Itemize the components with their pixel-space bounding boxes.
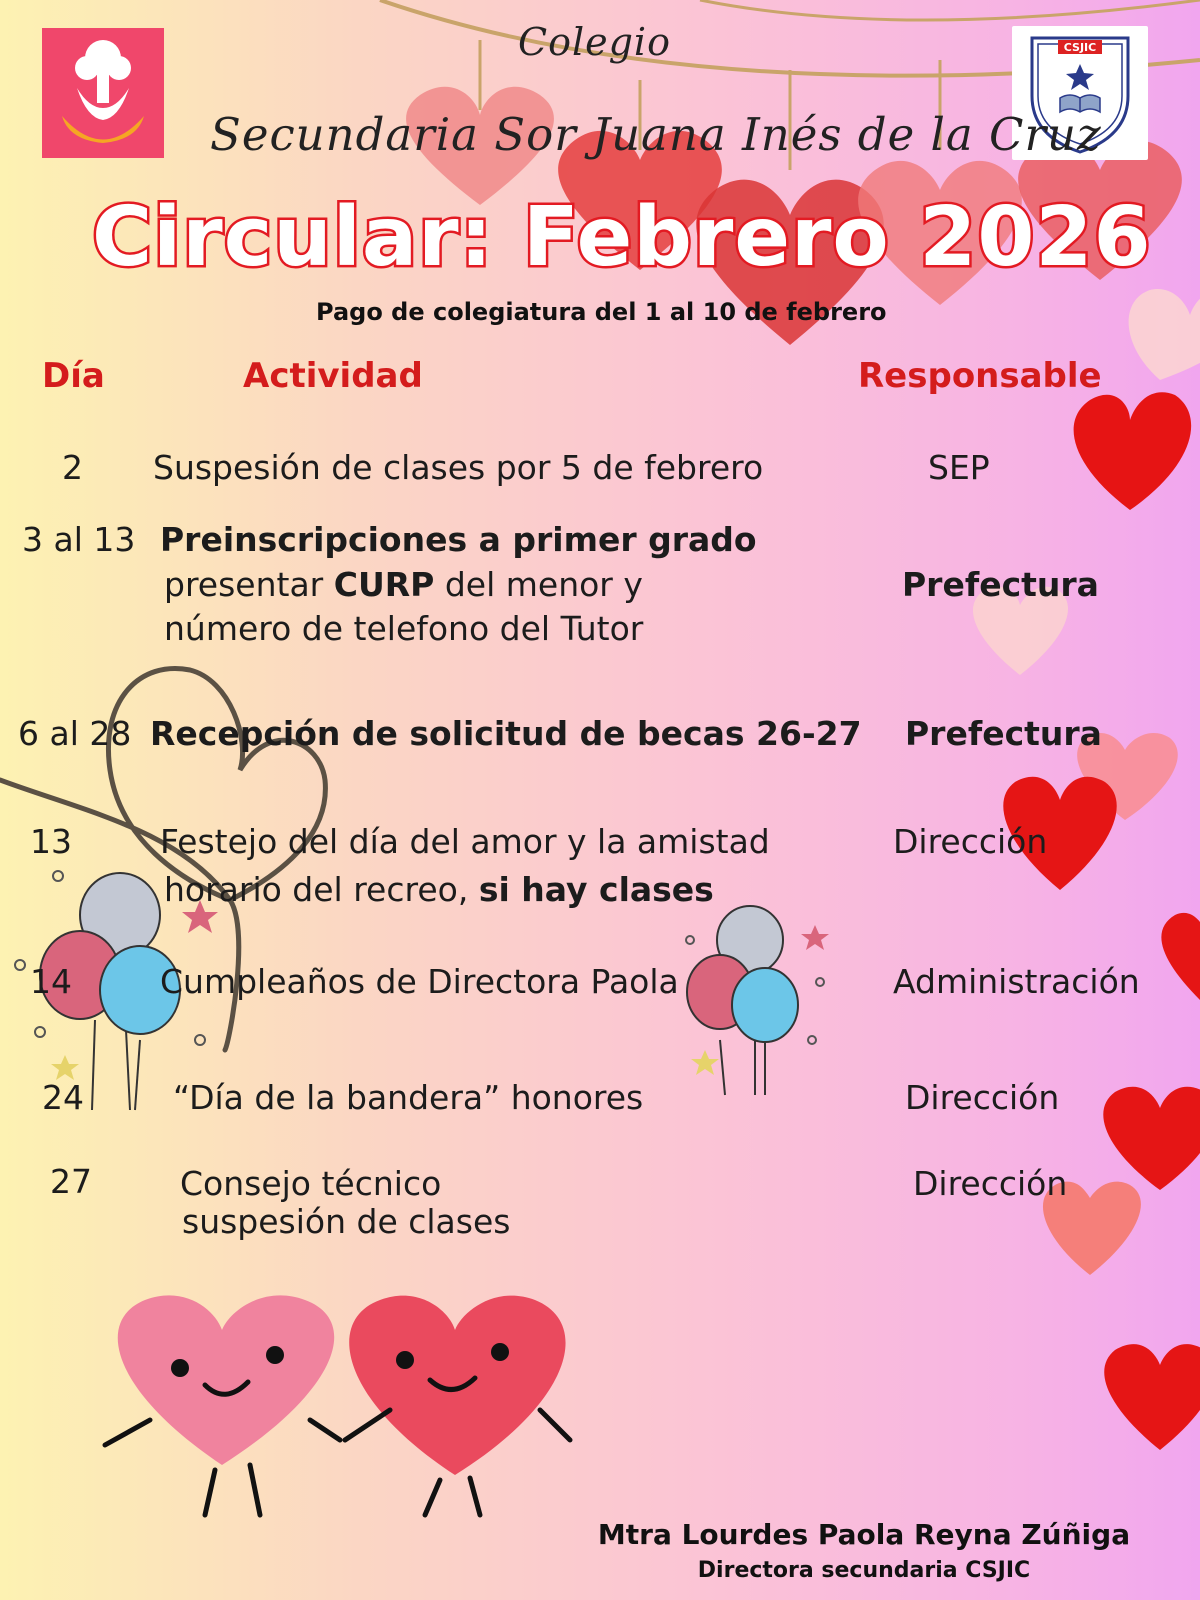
school-logo: [42, 28, 164, 158]
row-responsible: Dirección: [913, 1164, 1068, 1203]
row-activity-emphasis: CURP: [333, 565, 435, 604]
row-day: 13: [30, 822, 72, 861]
row-activity-line2: suspesión de clases: [182, 1202, 511, 1241]
column-header-responsible: Responsable: [858, 356, 1102, 396]
row-activity-line2: [164, 868, 714, 912]
row-activity-text: presentar: [164, 565, 334, 604]
row-responsible: Prefectura: [905, 714, 1102, 753]
row-responsible: Dirección: [893, 822, 1048, 861]
row-responsible: Dirección: [905, 1078, 1060, 1117]
heart-icon: [973, 289, 1200, 1450]
school-logo-icon: [42, 28, 164, 158]
row-activity: Festejo del día del amor y la amistad: [160, 822, 770, 861]
school-line1: Colegio: [518, 20, 671, 64]
row-activity: Consejo técnico: [180, 1164, 442, 1203]
smiling-heart-icon: [105, 1295, 340, 1515]
smiling-heart-icon: [345, 1296, 570, 1515]
signature-name: Mtra Lourdes Paola Reyna Zúñiga: [597, 1518, 1131, 1551]
payment-note: Pago de colegiatura del 1 al 10 de febrero: [316, 298, 887, 326]
signature-role: Directora secundaria CSJIC: [697, 1558, 1031, 1583]
row-day: 3 al 13: [22, 520, 136, 559]
row-day: 24: [42, 1078, 84, 1117]
page-title: Circular: Febrero 2026: [92, 190, 1152, 285]
row-activity: Recepción de solicitud de becas 26-27: [150, 714, 862, 753]
row-activity-text: horario del recreo,: [164, 870, 479, 909]
column-header-activity: Actividad: [243, 356, 423, 396]
row-activity-line2: [164, 563, 643, 607]
row-responsible: Administración: [893, 962, 1140, 1001]
row-day: 27: [50, 1162, 92, 1201]
row-day: 6 al 28: [18, 714, 132, 753]
row-responsible: SEP: [928, 448, 990, 487]
row-activity-text: del menor y: [434, 565, 643, 604]
column-header-day: Día: [42, 356, 105, 396]
row-activity: Preinscripciones a primer grado: [160, 520, 757, 559]
balloon-icon: [686, 906, 829, 1095]
row-activity-line3: número de telefono del Tutor: [164, 609, 644, 648]
row-activity: Cumpleaños de Directora Paola: [160, 962, 679, 1001]
row-responsible: Prefectura: [902, 565, 1099, 604]
row-activity: Suspesión de clases por 5 de febrero: [153, 448, 764, 487]
row-day: 2: [62, 448, 83, 487]
row-activity-emphasis: si hay clases: [478, 870, 714, 909]
school-name: Secundaria Sor Juana Inés de la Cruz: [210, 108, 1102, 161]
row-day: 14: [30, 962, 72, 1001]
row-activity: “Día de la bandera” honores: [173, 1078, 644, 1117]
crest-initials: CSJIC: [1063, 41, 1097, 54]
